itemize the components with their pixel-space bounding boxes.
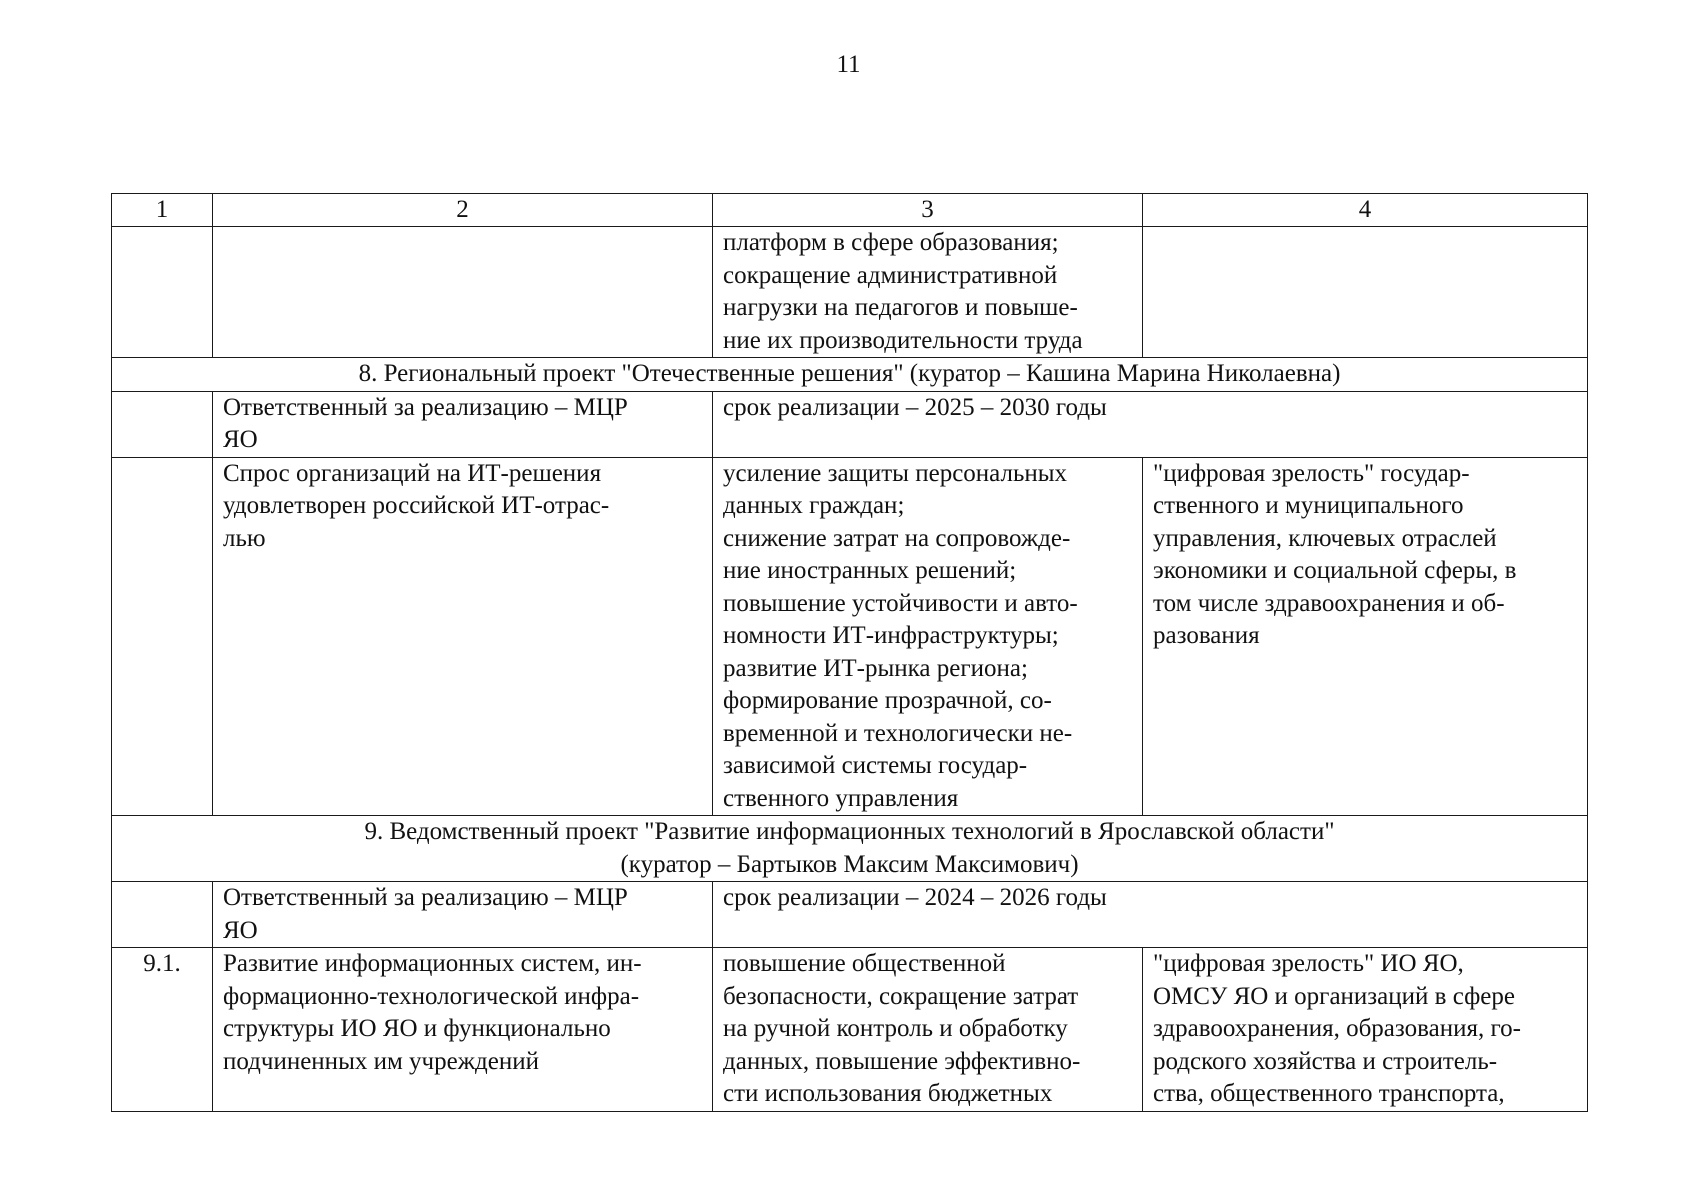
header-col-3: 3 bbox=[713, 194, 1143, 227]
row-number bbox=[112, 227, 213, 358]
table-row bbox=[112, 457, 1588, 816]
table-row bbox=[112, 391, 1588, 457]
indicator-link-cell bbox=[1143, 227, 1588, 358]
task-name-cell: Развитие информационных систем, ин- формационно-технологической инфра- структуры ИО ЯО и функционально подчиненных им учреждений bbox=[213, 948, 713, 1112]
page-number: 11 bbox=[836, 51, 861, 78]
row-number bbox=[112, 391, 213, 457]
effects-cell: усиление защиты персональных данных граждан; снижение затрат на сопровожде- ние иностранных решений; повышение устойчивости и авто- номности ИТ-инфраструктуры; развитие ИТ-рынка региона; формирование прозрачной, со- временной и технологически не- зависимой системы государ- ственного управления bbox=[713, 457, 1143, 816]
section-title: 8. Региональный проект "Отечественные решения" (куратор – Кашина Марина Николаевна) bbox=[112, 358, 1588, 392]
section-row bbox=[112, 816, 1588, 882]
table-header-row bbox=[112, 194, 1588, 227]
table-row bbox=[112, 882, 1588, 948]
effects-cell: платформ в сфере образования; сокращение административной нагрузки на педагогов и повыше- ние их производительности труда bbox=[713, 227, 1143, 358]
effects-cell: повышение общественной безопасности, сокращение затрат на ручной контроль и обработку данных, повышение эффективно- сти использования бюджетных bbox=[713, 948, 1143, 1112]
task-name-cell bbox=[213, 227, 713, 358]
table-row bbox=[112, 227, 1588, 358]
term-cell: срок реализации – 2024 – 2026 годы bbox=[713, 882, 1588, 948]
header-col-2: 2 bbox=[213, 194, 713, 227]
row-number bbox=[112, 457, 213, 816]
responsible-cell: Ответственный за реализацию – МЦР ЯО bbox=[213, 391, 713, 457]
table-row bbox=[112, 948, 1588, 1112]
indicator-link-cell: "цифровая зрелость" государ- ственного и муниципального управления, ключевых отраслей экономики и социальной сферы, в том числе здравоохранения и об- разования bbox=[1143, 457, 1588, 816]
measures-table bbox=[111, 193, 1588, 1112]
header-col-4: 4 bbox=[1143, 194, 1588, 227]
row-number: 9.1. bbox=[112, 948, 213, 1112]
task-name-cell: Спрос организаций на ИТ-решения удовлетворен российской ИТ-отрас- лью bbox=[213, 457, 713, 816]
header-col-1: 1 bbox=[112, 194, 213, 227]
section-row bbox=[112, 358, 1588, 392]
row-number bbox=[112, 882, 213, 948]
section-title: 9. Ведомственный проект "Развитие информационных технологий в Ярославской области" (куратор – Бартыков Максим Максимович) bbox=[112, 816, 1588, 882]
responsible-cell: Ответственный за реализацию – МЦР ЯО bbox=[213, 882, 713, 948]
term-cell: срок реализации – 2025 – 2030 годы bbox=[713, 391, 1588, 457]
indicator-link-cell: "цифровая зрелость" ИО ЯО, ОМСУ ЯО и организаций в сфере здравоохранения, образования, го- родского хозяйства и строитель- ства, общественного транспорта, bbox=[1143, 948, 1588, 1112]
